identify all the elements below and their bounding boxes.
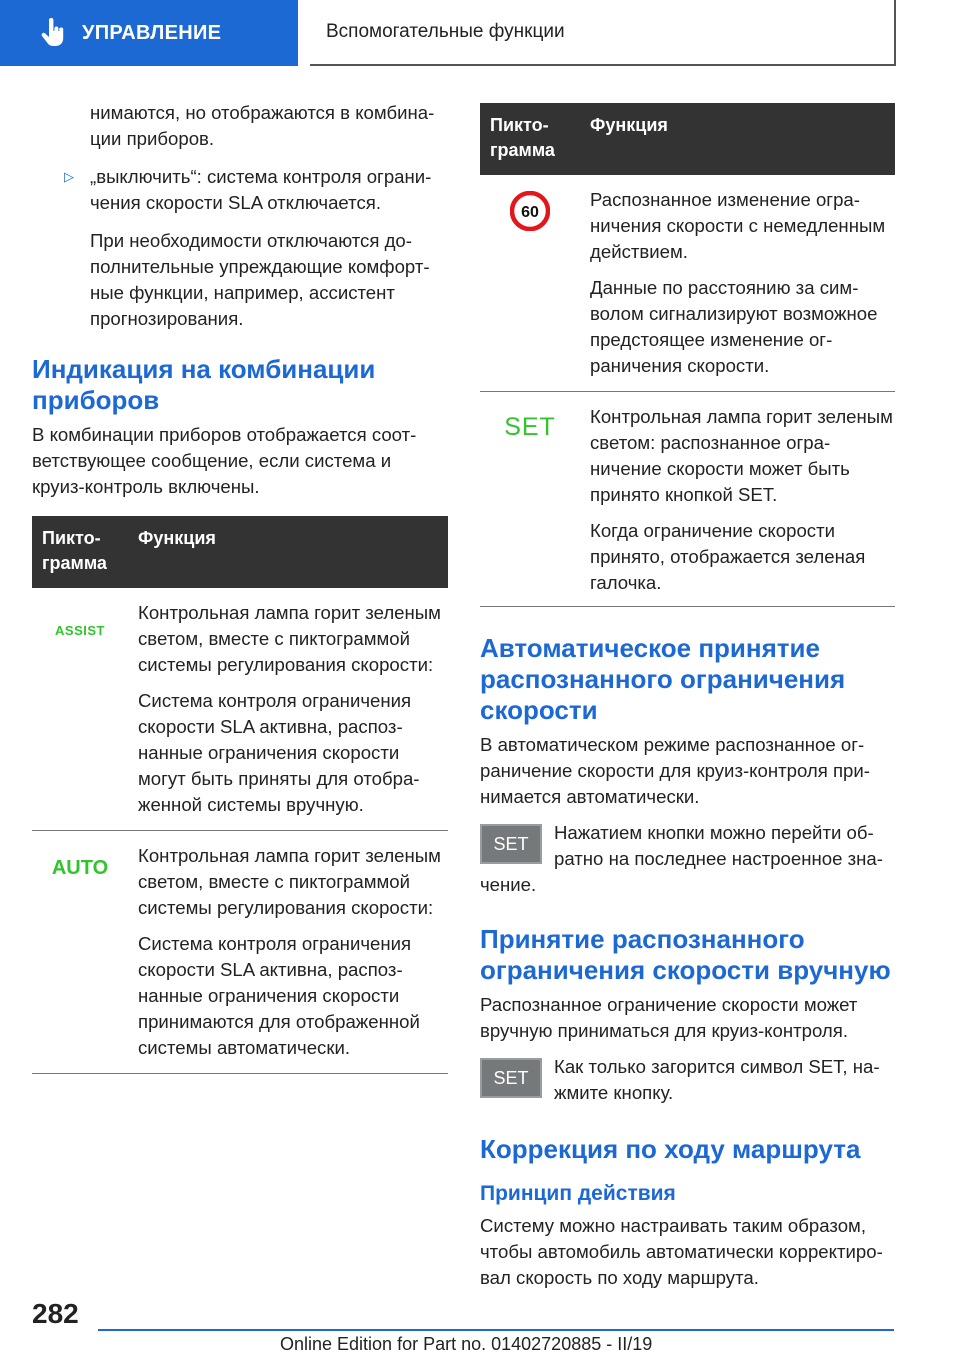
footer-edition: Online Edition for Part no. 01402720885 - II/19 [280,1334,653,1354]
bullet-text: „выключить“: система контроля ограничения скорости SLA отключается. [90,166,432,213]
row-text: Контрольная лампа горит зеленым светом: распознанное ограничение скорости может быть принято кнопкой SET. [590,406,893,505]
triangle-bullet-icon: ▷ [64,169,74,184]
set-indicator-icon: SET [504,413,556,441]
page-number: 282 [32,1298,79,1329]
column-header-function: Функция [580,103,895,175]
column-header-function: Функция [128,516,448,588]
section-text: Систему можно настраивать таким образом, чтобы автомобиль автоматически корректировал скорость по ходу маршрута. [480,1215,883,1288]
table-row [480,392,895,607]
table-row [480,175,895,392]
footer-divider [98,1329,894,1331]
row-text: Контрольная лампа горит зеленым светом, вместе с пиктограммой системы регулирования скорости: [138,845,441,918]
bullet-note: При необходимости отключаются дополнительные упреждающие комфортные функции, например, ассистент прогнозирования. [90,230,430,329]
section-title: УПРАВЛЕНИЕ [82,21,222,44]
indicator-table [480,103,895,607]
section-intro: В комбинации приборов отображается соответствующее сообщение, если система и круиз-контроль включены. [32,424,417,497]
section-heading: Коррекция по ходу маршрута [480,1134,861,1164]
chapter-title: Вспомогательные функции [326,21,565,42]
speed-limit-sign-icon [510,191,550,231]
set-button-icon: SET [480,824,542,864]
assist-indicator-icon: ASSIST [55,623,105,638]
section-heading: Принятие распознанного ограничения скорости вручную [480,924,891,985]
button-instruction [480,820,895,898]
list-item [32,164,448,332]
row-text: Данные по расстоянию за символом сигнализируют возможное предстоящее изменение ограничения скорости. [590,277,878,376]
set-button-icon: SET [480,1058,542,1098]
button-instruction [480,1054,895,1106]
button-instruction-text: Нажатием кнопки можно перейти обратно на последнее настроенное значение. [480,822,883,895]
continuation-text: нимаются, но отображаются в комбинации приборов. [90,102,435,149]
table-row [32,588,448,831]
indicator-table [32,516,448,1074]
button-instruction-text: Как только загорится символ SET, нажмите кнопку. [554,1056,880,1103]
subsection-heading: Принцип действия [480,1182,676,1205]
column-header-pictogram: Пиктограмма [32,516,128,588]
row-text: Система контроля ограничения скорости SLA активна, распознанные ограничения скорости могут быть приняты для отображенной системы вручную. [138,690,420,815]
chapter-header [310,0,896,66]
section-heading: Автоматическое принятие распознанного ограничения скорости [480,633,846,725]
row-text: Распознанное изменение ограничения скорости с немедленным действием. [590,189,886,262]
table-row [32,831,448,1074]
row-text: Когда ограничение скорости принято, отображается зеленая галочка. [590,520,866,593]
section-heading: Индикация на комбинации приборов [32,354,376,415]
section-text: Распознанное ограничение скорости может вручную приниматься для круиз-контроля. [480,994,858,1041]
row-text: Контрольная лампа горит зеленым светом, вместе с пиктограммой системы регулирования скорости: [138,602,441,675]
column-header-pictogram: Пиктограмма [480,103,580,175]
right-column [480,103,895,1291]
left-column [32,100,448,1074]
section-text: В автоматическом режиме распознанное ограничение скорости для круиз-контроля принимается автоматически. [480,734,870,807]
row-text: Система контроля ограничения скорости SLA активна, распознанные ограничения скорости принимаются для отображенной системы автоматически. [138,933,420,1058]
speed-limit-value: 60 [521,204,539,221]
section-tab [0,0,298,66]
hand-pointer-icon [40,18,66,48]
auto-indicator-icon: AUTO [51,857,109,879]
